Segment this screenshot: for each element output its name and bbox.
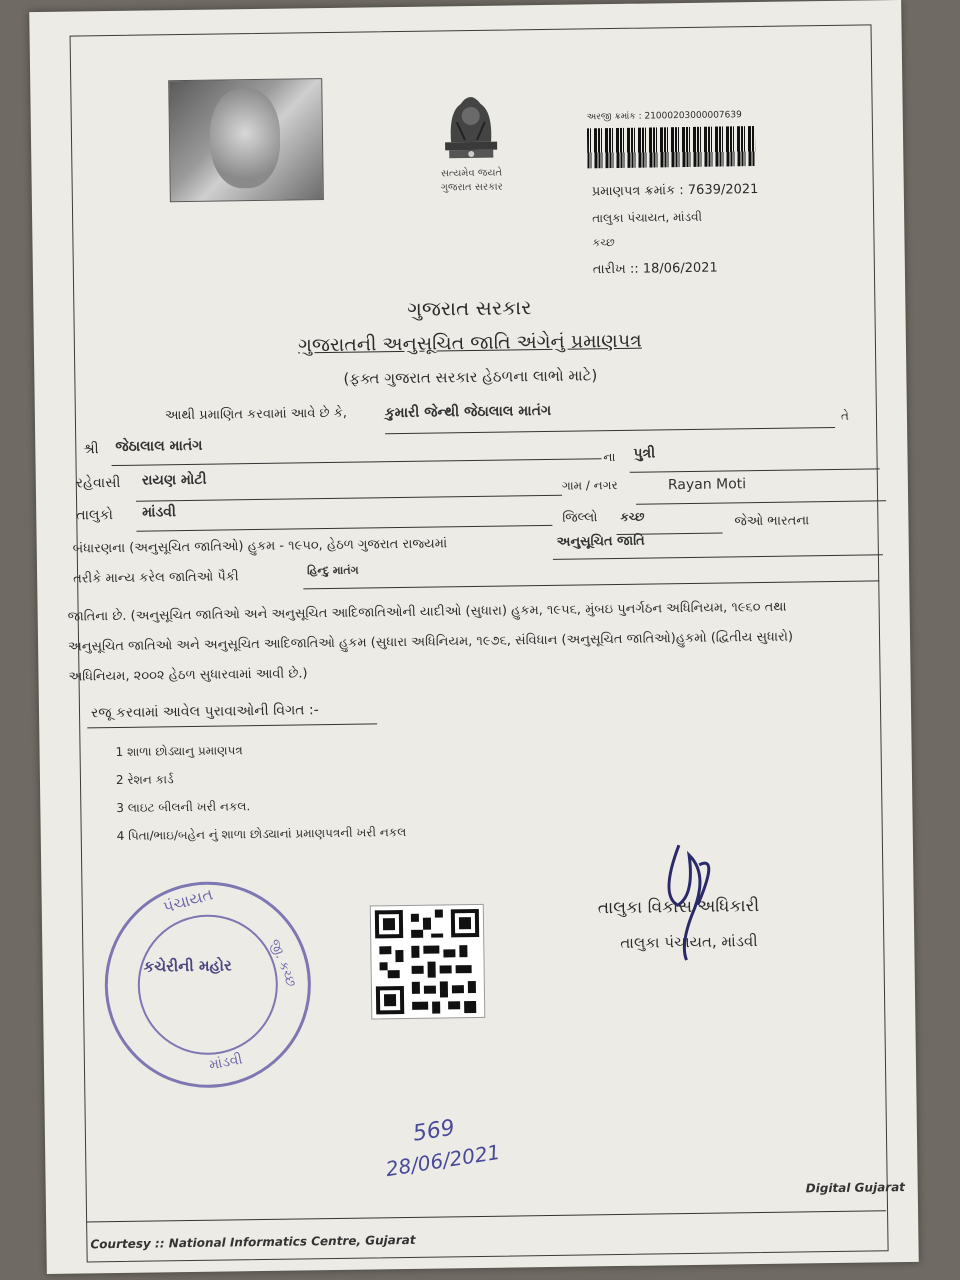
national-emblem-icon [430,81,511,172]
legal-paragraph-line-3: અધિનિયમ, ૨૦૦૨ હેઠળ સુધારવામાં આવી છે.) [68,666,308,685]
footer-courtesy: Courtesy :: National Informatics Centre, Gujarat [90,1232,416,1252]
emblem-caption-1: સત્યમેવ જયતે [440,167,503,180]
indian-label: જેઓ ભારતના [734,513,810,530]
evidence-item: 2 રેશન કાર્ડ [115,772,174,788]
evidence-heading: રજૂ કરવામાં આવેલ પુરાવાઓની વિગત :- [90,702,319,722]
application-number: અરજી ક્રમાંક : 21000203000007639 [586,110,742,123]
stamp-ring-bottom: માંડવી [207,1051,244,1074]
certificate-holder-name: કુમારી જેન્થી જેઠાલાલ માતંગ [384,402,552,422]
legal-paragraph-line-2: અનુસૂચિત જાતિઓ અને અનુસૂચિત આદિજાતિઓ હુકમ (સુધારા અધિનિયમ, ૧૯૭૬, સંવિધાન (અનુસૂચિત જાતિઓ)હુકમો (દ્વિતીય સુધારો) [67,629,794,655]
emblem-caption-2: ગુજરાત સરકાર [440,181,503,194]
evidence-item: 1 શાળા છોડ્યાનુ પ્રમાણપત્ર [115,743,243,760]
signatory-title: તાલુકા વિકાસ અધિકારી [597,896,760,919]
qr-code [370,904,486,1020]
certificate-title: ગુજરાતની અનુસૂચિત જાતિ અંગેનું પ્રમાણપત્ર [297,329,642,357]
barcode [587,126,756,168]
caste-value: હિન્દુ માતંગ [306,563,359,578]
village-gujarati: રાયણ મોટી [141,471,207,489]
certificate-page [29,0,919,1274]
na-label: ના [603,450,616,465]
shri-label: શ્રી [83,441,99,458]
evidence-item: 3 લાઇટ બીલની ખરી નકલ. [116,799,251,816]
stamp-ring-top: પંચાયત [160,884,215,917]
footer-digital-gujarat: Digital Gujarat [805,1180,906,1196]
certify-label: આથી પ્રમાણિત કરવામાં આવે છે કે, [164,405,348,424]
father-name: જેઠાલાલ માતંગ [115,437,203,455]
district-label: જિલ્લો [562,510,598,526]
evidence-item: 4 પિતા/ભાઇ/બહેન નું શાળા છોડ્યાનાં પ્રમાણપત્રની ખરી નકલ [116,824,407,844]
signatory-office: તાલુકા પંચાયત, માંડવી [620,932,758,952]
recognized-castes-label: તરીકે માન્ય કરેલ જાતિઓ પૈકી [73,569,239,587]
child-photo [168,78,324,202]
relation: પુત્રી [633,445,656,462]
certificate-number: પ્રમાણપત્ર ક્રમાંક : 7639/2021 [591,181,759,200]
stamp-ring-right: જી. કચ્છ [266,937,299,990]
resident-label: રહેવાસી [75,474,121,492]
village-english: Rayan Moti [667,476,747,494]
district-value: કચ્છ [620,509,645,524]
taluka-value: માંડવી [142,504,177,521]
te-label: તે [840,408,850,423]
handwritten-date: 28/06/2021 [384,1139,502,1182]
certificate-subtitle: (ફક્ત ગુજરાત સરકાર હેઠળના લાભો માટે) [343,366,598,388]
category-value: અનુસૂચિત જાતિ [556,533,645,550]
village-town-label: ગામ / નગર [561,477,618,493]
stamp-center: કચેરીની મહોર [143,956,232,976]
issue-date: તારીખ :: 18/06/2021 [592,260,718,278]
issuing-office: તાલુકા પંચાયત, માંડવી [592,209,703,226]
government-title: ગુજરાત સરકાર [407,295,532,321]
issuing-district: કચ્છ [592,235,615,250]
constitution-order-text: બંધારણના (અનુસૂચિત જાતિઓ) હુકમ - ૧૯૫૦, હેઠળ ગુજરાત રાજ્યમાં [72,536,448,557]
handwritten-number: 569 [411,1115,457,1147]
taluka-label: તાલુકો [76,507,114,524]
legal-paragraph-line-1: જાતિના છે. (અનુસૂચિત જાતિઓ અને અનુસૂચિત આદિજાતિઓની યાદીઓ (સુધારા) હુકમ, ૧૯૫૬, મુંબઇ પુનર્ગઠન અધિનિયમ, ૧૯૬૦ તથા [67,599,787,625]
